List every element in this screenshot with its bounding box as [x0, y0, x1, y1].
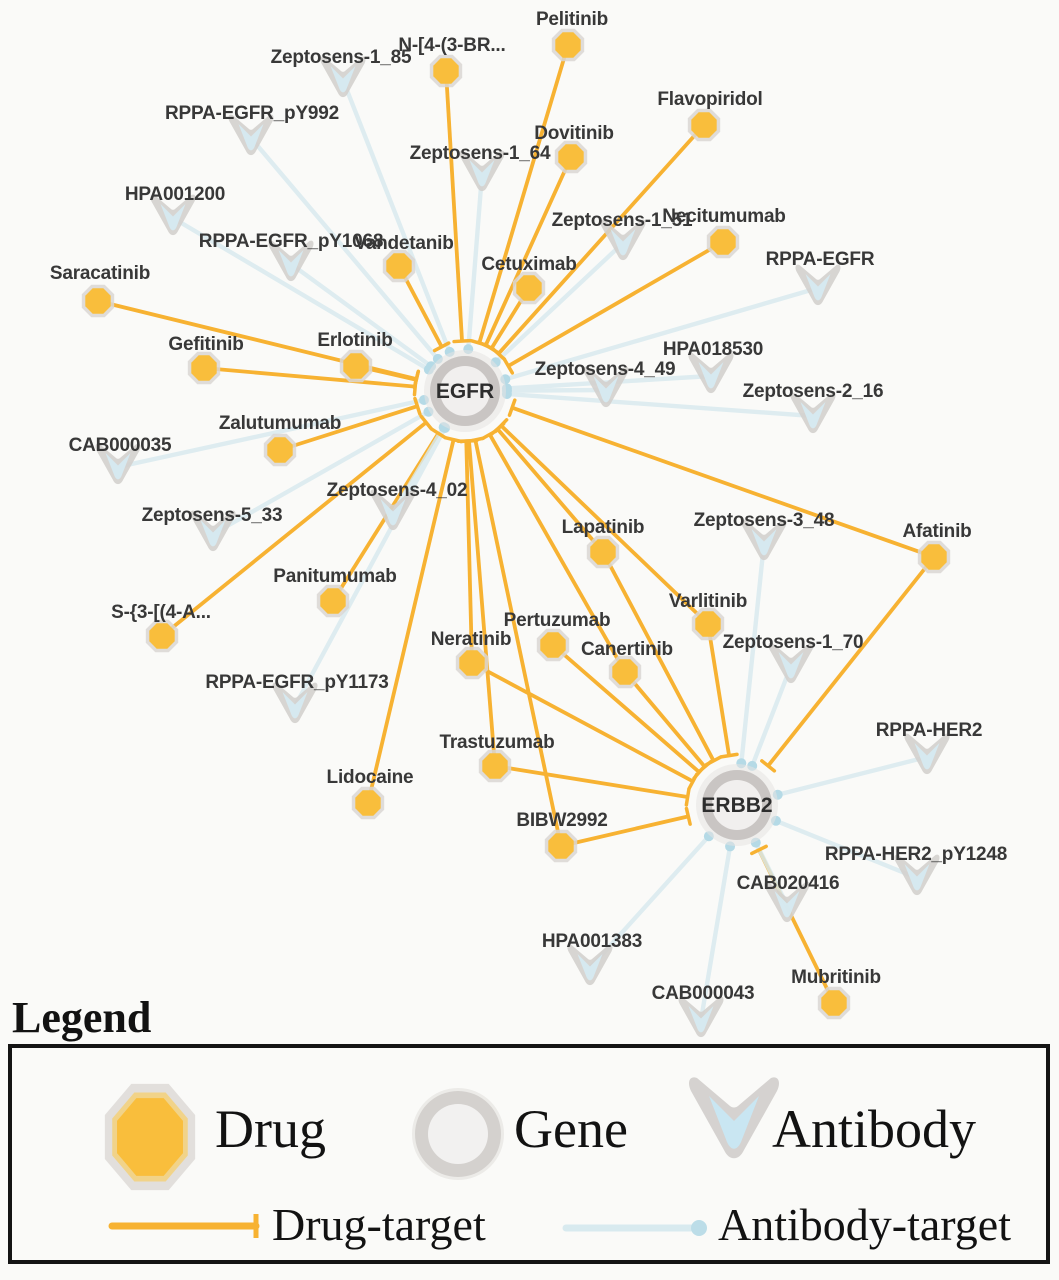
- node-label-pertuzumab: Pertuzumab: [503, 610, 611, 631]
- node-label-hpa001383: HPA001383: [541, 931, 643, 952]
- node-label-zeptosens_1_51: Zeptosens-1_51: [551, 210, 693, 231]
- node-labels: [50, 9, 1007, 1004]
- node-label-lidocaine: Lidocaine: [326, 767, 414, 788]
- node-label-rppa_egfr_py1173: RPPA-EGFR_pY1173: [205, 672, 389, 693]
- drug-target-legend-icon: [106, 1210, 278, 1242]
- drug-target-legend-label: Drug-target: [272, 1199, 486, 1250]
- inhibition-tee-icon: [454, 341, 470, 342]
- inhibition-tee-icon: [467, 438, 483, 441]
- node-label-gefitinib: Gefitinib: [168, 334, 244, 355]
- gene-label-erbb2: ERBB2: [701, 794, 773, 817]
- drug-node-panitumumab[interactable]: [317, 585, 349, 617]
- drug-node-saracatinib[interactable]: [82, 285, 114, 317]
- inhibition-tee-icon: [721, 754, 737, 757]
- drug-node-pertuzumab[interactable]: [537, 629, 569, 661]
- drug-node-lidocaine[interactable]: [352, 787, 384, 819]
- gene-label-egfr: EGFR: [435, 380, 495, 403]
- edge-zeptosens_1_70-erbb2[interactable]: [752, 666, 791, 766]
- edge-n4_3br-egfr[interactable]: [446, 71, 462, 341]
- node-label-cetuximab: Cetuximab: [481, 254, 577, 275]
- node-label-mubritinib: Mubritinib: [791, 967, 881, 988]
- node-label-canertinib: Canertinib: [581, 639, 673, 660]
- drug-legend-label: Drug: [215, 1099, 326, 1159]
- drug-node-s3_4a[interactable]: [146, 620, 178, 652]
- legend-title: Legend: [12, 993, 152, 1042]
- drug-node-zalutumumab[interactable]: [264, 434, 296, 466]
- antibody-target-legend-label: Antibody-target: [718, 1199, 1011, 1250]
- drug-node-cetuximab[interactable]: [513, 272, 545, 304]
- antibody-legend-icon: [688, 1074, 780, 1184]
- node-label-flavopiridol: Flavopiridol: [657, 89, 763, 110]
- drug-node-varlitinib[interactable]: [692, 608, 724, 640]
- node-label-varlitinib: Varlitinib: [668, 591, 748, 612]
- gene-legend-label: Gene: [514, 1099, 628, 1159]
- drug-node-neratinib[interactable]: [456, 647, 488, 679]
- node-label-hpa018530: HPA018530: [662, 339, 764, 360]
- edge-zeptosens_1_64-egfr[interactable]: [468, 174, 482, 349]
- drug-node-vandetanib[interactable]: [383, 250, 415, 282]
- antibody-legend-label: Antibody: [772, 1099, 977, 1159]
- node-label-vandetanib: Vandetanib: [354, 233, 454, 254]
- node-label-zeptosens_1_64: Zeptosens-1_64: [409, 143, 551, 164]
- node-label-trastuzumab: Trastuzumab: [439, 732, 555, 753]
- drug-node-bibw2992[interactable]: [545, 830, 577, 862]
- drug-node-trastuzumab[interactable]: [479, 750, 511, 782]
- drug-node-n4_3br[interactable]: [430, 55, 462, 87]
- drug-node-pelitinib[interactable]: [552, 29, 584, 61]
- drug-legend-icon: [92, 1076, 208, 1198]
- node-label-zeptosens_1_70: Zeptosens-1_70: [722, 632, 864, 653]
- drug-node-gefitinib[interactable]: [188, 352, 220, 384]
- edge-trastuzumab-erbb2[interactable]: [495, 766, 688, 797]
- gene-legend-icon: [410, 1086, 506, 1182]
- inhibition-tee-icon: [686, 809, 690, 825]
- node-label-cab000035: CAB000035: [68, 435, 172, 456]
- node-label-pelitinib: Pelitinib: [535, 9, 609, 30]
- node-label-cab020416: CAB020416: [736, 873, 840, 894]
- node-label-zeptosens_5_33: Zeptosens-5_33: [141, 505, 283, 526]
- drug-node-lapatinib[interactable]: [587, 536, 619, 568]
- edge-rppa_her2-erbb2[interactable]: [778, 757, 927, 795]
- node-label-zeptosens_4_49: Zeptosens-4_49: [534, 359, 676, 380]
- node-label-n4_3br: N-[4-(3-BR...: [398, 35, 506, 56]
- drug-node-necitumumab[interactable]: [707, 226, 739, 258]
- node-label-panitumumab: Panitumumab: [273, 566, 397, 587]
- node-label-saracatinib: Saracatinib: [49, 263, 151, 284]
- edge-zeptosens_4_49-egfr[interactable]: [507, 390, 606, 391]
- node-label-s3_4a: S-{3-[(4-A...: [111, 602, 211, 623]
- node-label-dovitinib: Dovitinib: [534, 123, 614, 144]
- node-label-rppa_egfr_py1068: RPPA-EGFR_pY1068: [198, 231, 384, 252]
- node-label-zeptosens_2_16: Zeptosens-2_16: [742, 381, 884, 402]
- legend-box: [8, 1044, 1050, 1264]
- node-label-bibw2992: BIBW2992: [516, 810, 608, 831]
- drug-node-canertinib[interactable]: [609, 656, 641, 688]
- antibody-node-rppa_egfr[interactable]: [796, 265, 841, 305]
- node-label-rppa_her2_py1248: RPPA-HER2_pY1248: [824, 844, 1008, 865]
- node-label-necitumumab: Necitumumab: [662, 206, 786, 227]
- drug-node-afatinib[interactable]: [918, 541, 950, 573]
- node-label-zalutumumab: Zalutumumab: [218, 413, 342, 434]
- node-label-zeptosens_4_02: Zeptosens-4_02: [326, 480, 468, 501]
- node-label-erlotinib: Erlotinib: [317, 330, 393, 351]
- inhibition-tee-icon: [686, 789, 689, 805]
- node-label-hpa001200: HPA001200: [124, 184, 226, 205]
- node-label-cab000043: CAB000043: [651, 983, 755, 1004]
- drug-node-dovitinib[interactable]: [555, 141, 587, 173]
- antibody-target-legend-icon: [560, 1214, 722, 1242]
- edge-zeptosens_3_48-erbb2[interactable]: [741, 543, 764, 763]
- drug-node-flavopiridol[interactable]: [688, 109, 720, 141]
- drug-node-mubritinib[interactable]: [818, 987, 850, 1019]
- drug-node-erlotinib[interactable]: [340, 350, 372, 382]
- node-label-zeptosens_3_48: Zeptosens-3_48: [693, 510, 835, 531]
- edge-trastuzumab-egfr[interactable]: [469, 441, 495, 766]
- node-label-lapatinib: Lapatinib: [561, 517, 645, 538]
- node-label-rppa_egfr_py992: RPPA-EGFR_pY992: [164, 103, 340, 124]
- node-label-neratinib: Neratinib: [430, 629, 512, 650]
- node-label-rppa_egfr: RPPA-EGFR: [765, 249, 875, 270]
- edge-dovitinib-egfr[interactable]: [486, 157, 571, 345]
- node-label-rppa_her2: RPPA-HER2: [875, 720, 983, 741]
- node-label-zeptosens_1_85: Zeptosens-1_85: [270, 47, 412, 68]
- inhibition-tee-icon: [414, 372, 418, 388]
- node-label-afatinib: Afatinib: [902, 521, 972, 542]
